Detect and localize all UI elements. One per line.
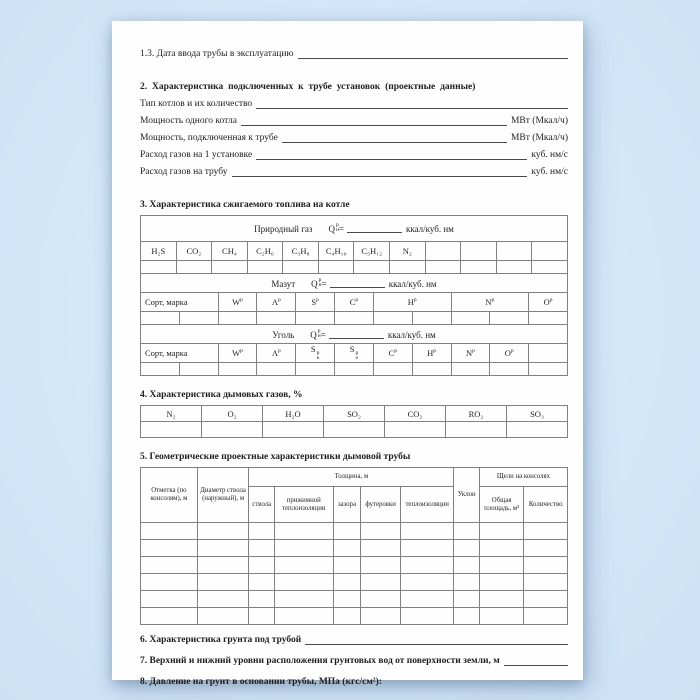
fuel-band-cell (141, 216, 568, 242)
fuel-param-cell: $N^р$ (451, 293, 529, 312)
empty-cell (400, 523, 453, 540)
empty-cell (318, 261, 354, 274)
empty-cell (197, 557, 249, 574)
empty-cell (275, 523, 333, 540)
label-cell: Сорт, марка (141, 344, 219, 363)
field-label: 7. Верхний и нижний уровни расположения грунтовых вод от поверхности земли, м (140, 656, 500, 666)
empty-cell (218, 312, 257, 325)
fuel-name: Мазут (271, 278, 296, 289)
empty-cell (490, 312, 529, 325)
blank-line (232, 174, 528, 177)
empty-cell (202, 422, 263, 438)
empty-cell (197, 523, 249, 540)
form-line-boiler-type (140, 98, 568, 110)
write-in-row (141, 261, 568, 274)
empty-cell (179, 363, 218, 376)
form-line-soil (140, 634, 568, 646)
field-label: Расход газов на 1 установке (140, 150, 253, 160)
empty-cell (333, 523, 361, 540)
empty-cell (479, 591, 523, 608)
coal-header-row (141, 344, 568, 363)
col-header-clamped-insulation: прижимной теплоизоляции (275, 487, 333, 523)
label-cell: Сорт, марка (141, 293, 219, 312)
empty-cell (249, 574, 275, 591)
empty-cell (249, 540, 275, 557)
empty-cell (529, 312, 568, 325)
empty-cell (400, 591, 453, 608)
empty-cell (479, 540, 523, 557)
fuel-band-row (141, 274, 568, 293)
q-unit: ккал/куб. нм (388, 278, 437, 289)
empty-cell (454, 591, 480, 608)
empty-cell (532, 261, 568, 274)
empty-cell (176, 261, 212, 274)
col-header-shaft: ствола (249, 487, 275, 523)
component-cell: SO₃ (507, 406, 568, 422)
empty-cell (524, 574, 568, 591)
empty-cell (425, 261, 461, 274)
write-in-row (141, 557, 568, 574)
empty-cell (361, 608, 401, 625)
q-blank-line (347, 230, 402, 233)
empty-cell (283, 261, 319, 274)
col-header-insulation: теплоизоляции (400, 487, 453, 523)
empty-cell (141, 422, 202, 438)
empty-cell (529, 344, 568, 363)
fuel-table-mazut (140, 273, 568, 325)
empty-cell (335, 312, 374, 325)
empty-cell (425, 242, 461, 261)
fuel-param-cell: $O^р$ (529, 293, 568, 312)
empty-cell (335, 363, 374, 376)
form-line-date-in-service (140, 48, 568, 60)
q-unit: ккал/куб. нм (405, 224, 454, 234)
empty-cell (141, 608, 198, 625)
col-header-mark: Отметка (по консолям), м (141, 468, 198, 523)
empty-cell (141, 261, 177, 274)
empty-cell (257, 363, 296, 376)
empty-cell (454, 608, 480, 625)
empty-cell (524, 608, 568, 625)
empty-cell (454, 574, 480, 591)
empty-cell (461, 242, 497, 261)
write-in-row (141, 363, 568, 376)
write-in-row (141, 312, 568, 325)
field-label: 6. Характеристика грунта под трубой (140, 635, 302, 645)
col-header-slot-area: Общая площадь, м² (479, 487, 523, 523)
fuel-param-cell: $W^р$ (218, 293, 257, 312)
field-label: 1.3. Дата ввода трубы в эксплуатацию (140, 49, 294, 59)
empty-cell (263, 422, 324, 438)
q-blank-line (330, 285, 385, 288)
empty-cell (141, 312, 180, 325)
geometry-table (140, 467, 568, 625)
empty-cell (400, 608, 453, 625)
gas-components-row (141, 242, 568, 261)
unit-label: МВт (Мкал/ч) (510, 133, 568, 143)
q-formula: Q р н = ккал/куб. нм (310, 327, 436, 340)
q-blank-line (329, 336, 384, 339)
empty-cell (496, 242, 532, 261)
write-in-row (141, 574, 568, 591)
empty-cell (390, 261, 426, 274)
empty-cell (333, 591, 361, 608)
component-cell: C₃H₈ (283, 242, 319, 261)
field-label: Мощность одного котла (140, 116, 237, 126)
component-cell: C₄H₁₀ (318, 242, 354, 261)
empty-cell (275, 574, 333, 591)
empty-cell (296, 312, 335, 325)
fuel-param-cell: $O^р$ (490, 344, 529, 363)
geometry-header-row-1 (141, 468, 568, 487)
col-group-slots: Щели на консолях (479, 468, 567, 487)
empty-cell (179, 312, 218, 325)
blank-line (298, 56, 568, 59)
empty-cell (275, 557, 333, 574)
empty-cell (141, 540, 198, 557)
component-cell: CO₂ (176, 242, 212, 261)
empty-cell (454, 557, 480, 574)
fuel-name: Природный газ (254, 224, 313, 234)
write-in-row (141, 422, 568, 438)
field-label: Тип котлов и их количество (140, 99, 253, 109)
empty-cell (249, 591, 275, 608)
unit-label: куб. нм/с (531, 167, 568, 177)
fuel-table-gas (140, 215, 568, 274)
fuel-name: Уголь (272, 329, 295, 340)
empty-cell (275, 608, 333, 625)
empty-cell (197, 574, 249, 591)
empty-cell (385, 422, 446, 438)
component-cell: C₅H₁₂ (354, 242, 390, 261)
blank-line (241, 123, 507, 126)
empty-cell (524, 591, 568, 608)
empty-cell (479, 608, 523, 625)
empty-cell (479, 557, 523, 574)
empty-cell (249, 608, 275, 625)
col-header-lining: футеровки (361, 487, 401, 523)
col-header-diameter: Диаметр ствола (наружный), м (197, 468, 249, 523)
fuel-band-row (141, 216, 568, 242)
empty-cell (412, 312, 451, 325)
empty-cell (361, 574, 401, 591)
fuel-band-cell (141, 325, 568, 344)
write-in-row (141, 523, 568, 540)
fuel-param-cell: $S^р$ (296, 293, 335, 312)
fuel-param-cell: $H^р$ (373, 293, 451, 312)
empty-cell (451, 312, 490, 325)
col-header-slot-count: Количество (524, 487, 568, 523)
mazut-header-row (141, 293, 568, 312)
fuel-band-row (141, 325, 568, 344)
empty-cell (275, 591, 333, 608)
fuel-param-cell: $N^р$ (451, 344, 490, 363)
empty-cell (275, 540, 333, 557)
fuel-band-cell (141, 274, 568, 293)
component-cell: CH₄ (212, 242, 248, 261)
empty-cell (524, 540, 568, 557)
empty-cell (197, 608, 249, 625)
section-4-title: 4. Характеристика дымовых газов, % (140, 390, 303, 400)
fuel-param-cell: $A^р$ (257, 344, 296, 363)
empty-cell (212, 261, 248, 274)
component-cell: H₂O (263, 406, 324, 422)
empty-cell (218, 363, 257, 376)
field-label: Мощность, подключенная к трубе (140, 133, 278, 143)
write-in-row (141, 540, 568, 557)
empty-cell (454, 523, 480, 540)
empty-cell (524, 523, 568, 540)
empty-cell (524, 557, 568, 574)
field-label: Расход газов на трубу (140, 167, 228, 177)
component-cell: CO₂ (385, 406, 446, 422)
empty-cell (479, 523, 523, 540)
component-cell: H₂S (141, 242, 177, 261)
empty-cell (249, 557, 275, 574)
empty-cell (197, 540, 249, 557)
fuel-param-cell: $C^р$ (335, 293, 374, 312)
empty-cell (333, 557, 361, 574)
unit-label: МВт (Мкал/ч) (510, 116, 568, 126)
field-label: 8. Давление на грунт в основании трубы, МПа (кгс/см²): (140, 677, 382, 687)
empty-cell (361, 523, 401, 540)
empty-cell (361, 591, 401, 608)
blank-line (256, 106, 568, 109)
empty-cell (247, 261, 283, 274)
empty-cell (249, 523, 275, 540)
form-line-ground-pressure (140, 676, 568, 688)
component-cell: N₂ (141, 406, 202, 422)
q-unit: ккал/куб. нм (387, 329, 436, 340)
fuel-param-cell: S р к (296, 344, 335, 363)
section-3-title: 3. Характеристика сжигаемого топлива на котле (140, 200, 350, 210)
empty-cell (532, 242, 568, 261)
empty-cell (373, 312, 412, 325)
empty-cell (400, 574, 453, 591)
empty-cell (373, 363, 412, 376)
empty-cell (333, 608, 361, 625)
unit-label: куб. нм/с (531, 150, 568, 160)
component-cell: N₂ (390, 242, 426, 261)
empty-cell (507, 422, 568, 438)
empty-cell (461, 261, 497, 274)
empty-cell (141, 363, 180, 376)
empty-cell (451, 363, 490, 376)
empty-cell (333, 574, 361, 591)
fuel-param-cell: S р о (335, 344, 374, 363)
fuel-param-cell: $C^р$ (373, 344, 412, 363)
empty-cell (141, 557, 198, 574)
empty-cell (479, 574, 523, 591)
empty-cell (400, 540, 453, 557)
empty-cell (296, 363, 335, 376)
empty-cell (454, 540, 480, 557)
empty-cell (496, 261, 532, 274)
q-formula: Q р н = ккал/куб. нм (311, 276, 437, 289)
component-cell: O₂ (202, 406, 263, 422)
empty-cell (412, 363, 451, 376)
form-line-gas-flow-stack (140, 166, 568, 178)
blank-line (282, 140, 507, 143)
blank-line (256, 157, 527, 160)
col-header-slope: Уклон (454, 468, 480, 523)
empty-cell (141, 591, 198, 608)
empty-cell (400, 557, 453, 574)
empty-cell (257, 312, 296, 325)
empty-cell (333, 540, 361, 557)
write-in-row (141, 608, 568, 625)
blank-line (305, 642, 568, 645)
section-2-title: 2. Характеристика подключенных к трубе установок (проектные данные) (140, 82, 476, 92)
fuel-param-cell: $H^р$ (412, 344, 451, 363)
form-line-gas-flow-unit (140, 149, 568, 161)
component-cell: RO₂ (446, 406, 507, 422)
empty-cell (354, 261, 390, 274)
empty-cell (361, 540, 401, 557)
empty-cell (490, 363, 529, 376)
flue-gas-table (140, 405, 568, 438)
form-line-connected-power (140, 132, 568, 144)
section-5-title: 5. Геометрические проектные характеристики дымовой трубы (140, 452, 411, 462)
q-formula: Q р н = ккал/куб. нм (328, 222, 454, 234)
col-header-gap: зазора (333, 487, 361, 523)
document-page (112, 21, 583, 687)
empty-cell (529, 363, 568, 376)
col-group-thickness: Толщина, м (249, 468, 454, 487)
component-cell: C₂H₆ (247, 242, 283, 261)
empty-cell (141, 523, 198, 540)
write-in-row (141, 591, 568, 608)
fuel-table-coal (140, 324, 568, 376)
component-cell: SO₂ (324, 406, 385, 422)
blank-line (504, 663, 568, 666)
fuel-param-cell: $W^р$ (218, 344, 257, 363)
fuel-param-cell: $A^р$ (257, 293, 296, 312)
empty-cell (324, 422, 385, 438)
empty-cell (141, 574, 198, 591)
empty-cell (446, 422, 507, 438)
form-line-unit-power (140, 115, 568, 127)
empty-cell (197, 591, 249, 608)
flue-gas-header-row (141, 406, 568, 422)
form-line-groundwater (140, 655, 568, 667)
empty-cell (361, 557, 401, 574)
